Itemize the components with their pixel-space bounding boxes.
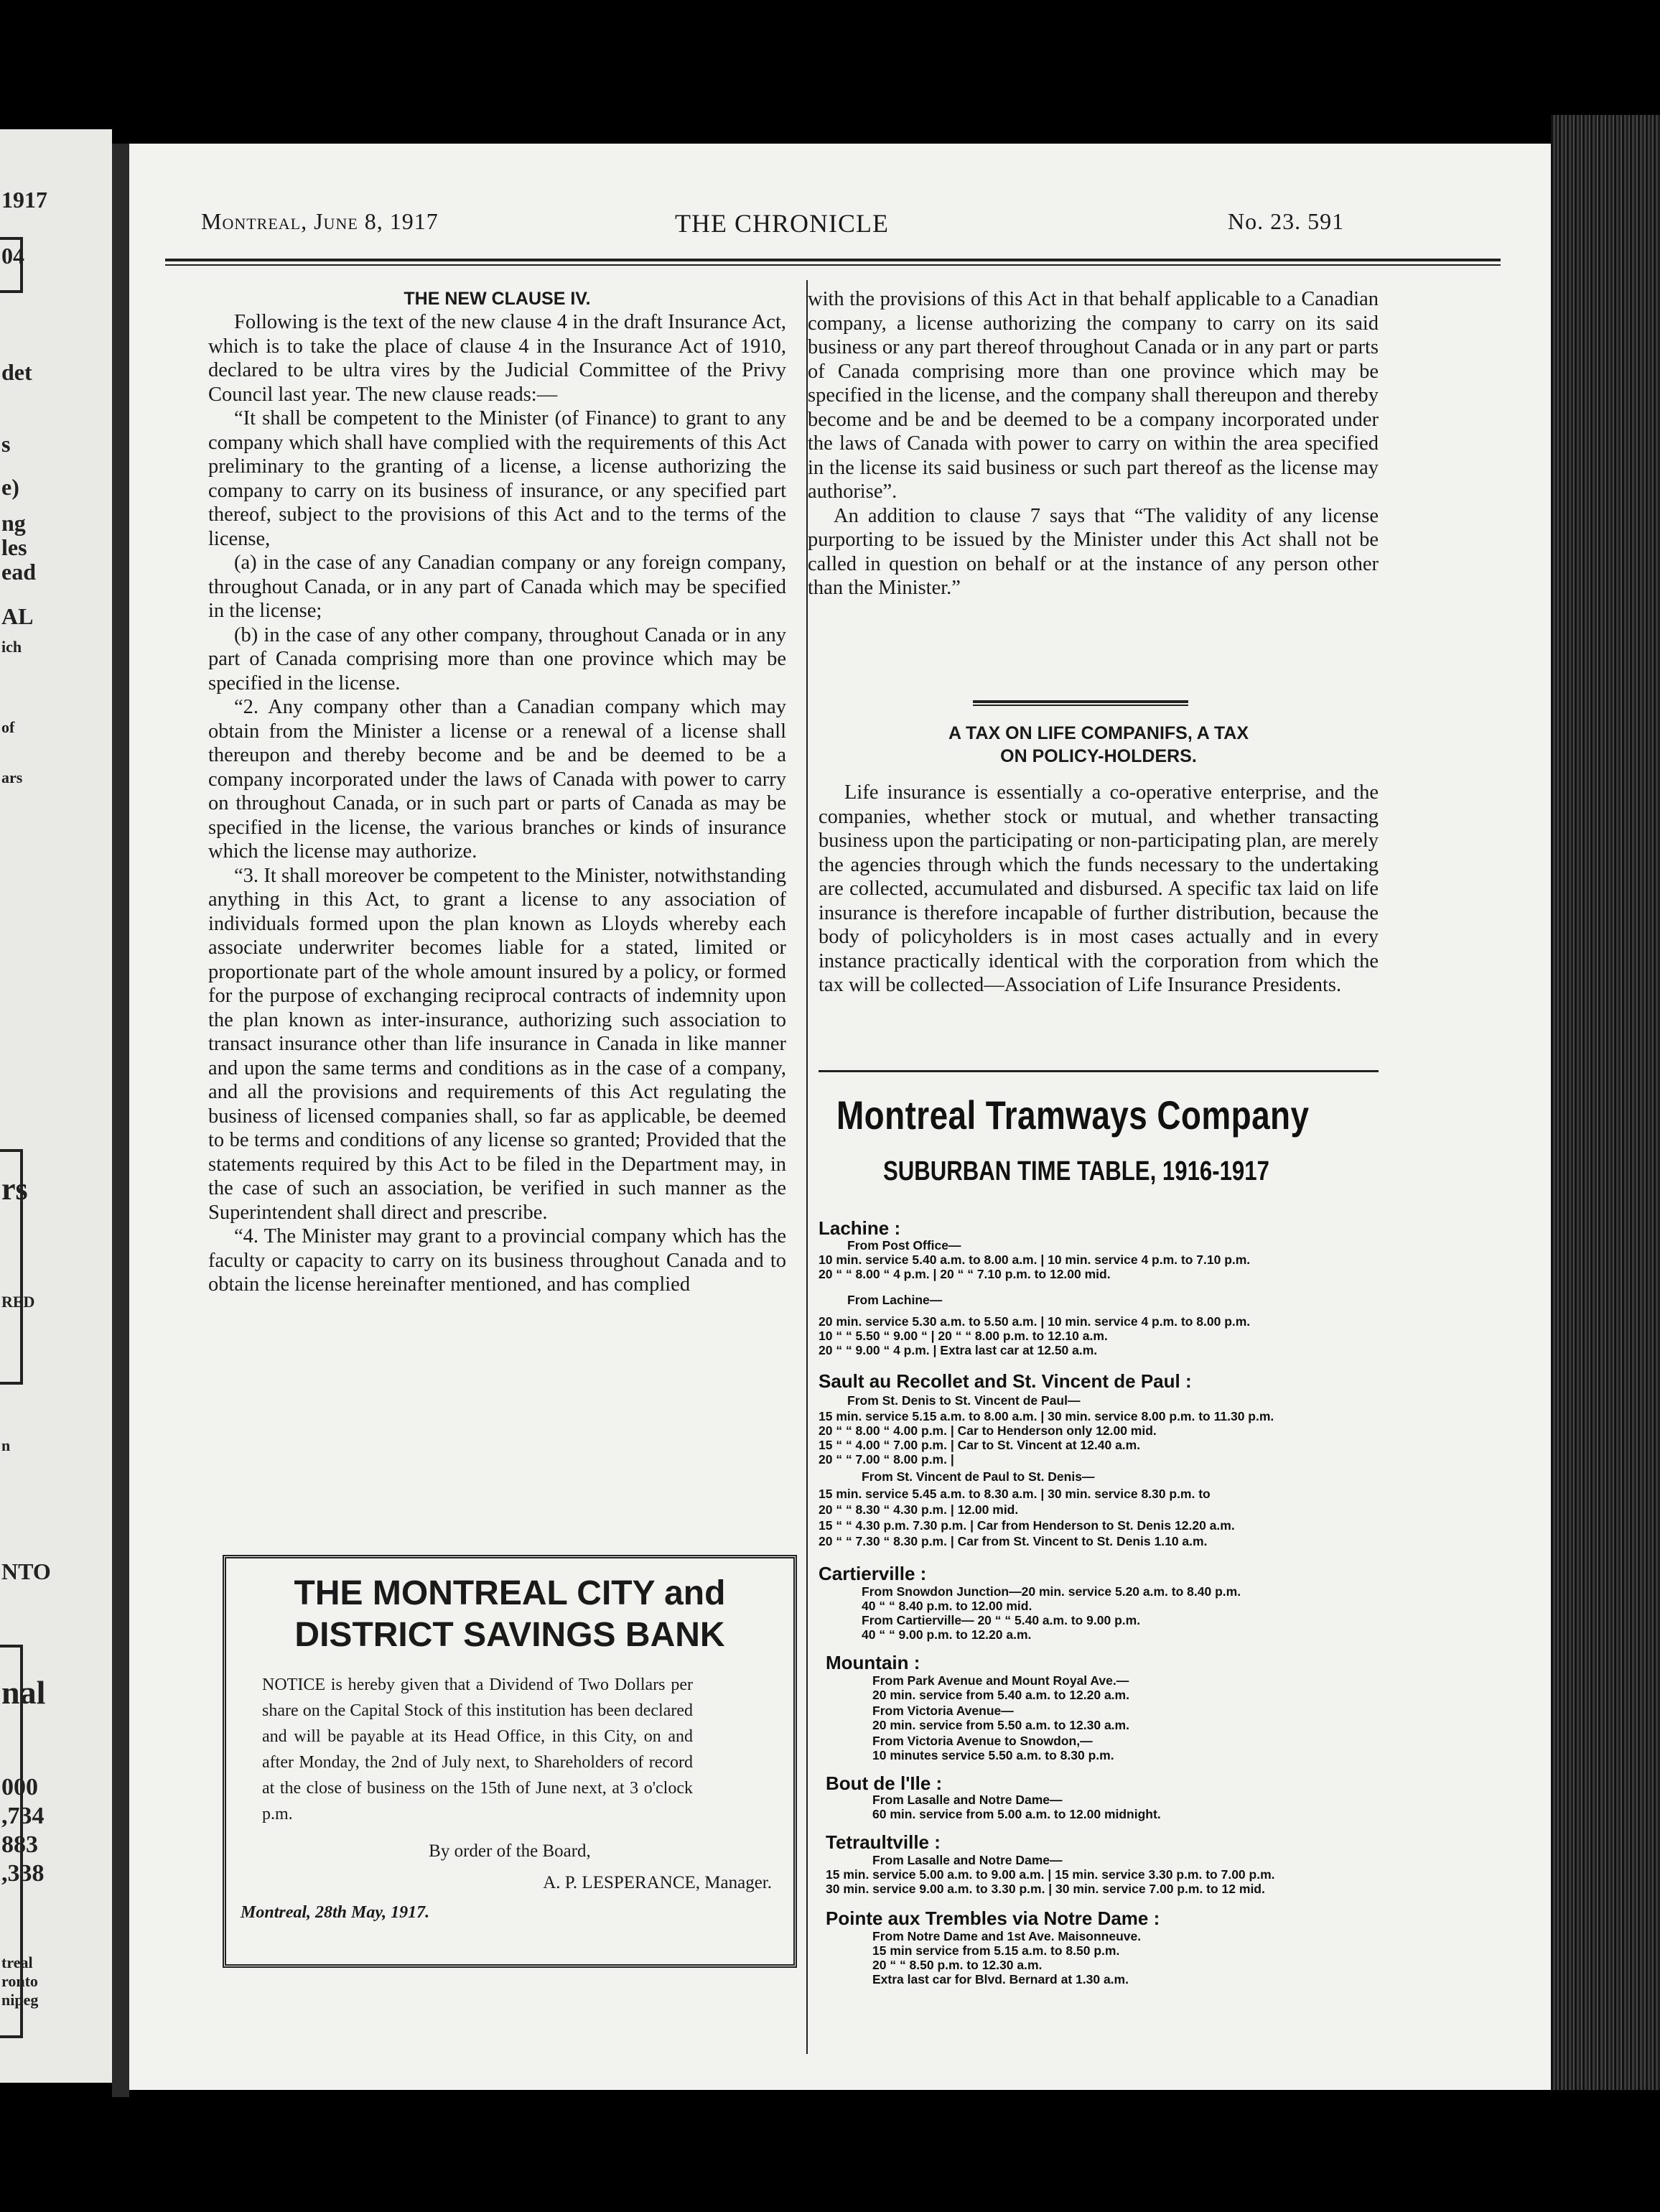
header-rule bbox=[165, 264, 1501, 266]
article-paragraph: Life insurance is essentially a co-operative enterprise, and the companies, whether stock or mutual, and whether transacting business upon the participating or non-participating plan, are merely the agencies through which the funds necessary to the undertaking are collected, accumulated and disbursed. A specific tax laid on life insurance is therefore incapable of further distribution, because the body of policyholders is in most cases actually and in every instance practically identical with the corporation from which the tax will be collected—Association of Life Insurance Presidents. bbox=[819, 781, 1379, 996]
left-fragment: ars bbox=[1, 768, 23, 786]
left-fragment: 04 bbox=[1, 243, 24, 269]
left-fragment: s bbox=[1, 431, 11, 457]
left-facing-page bbox=[0, 129, 112, 2083]
timetable-subtitle: SUBURBAN TIME TABLE, 1916-1917 bbox=[883, 1156, 1269, 1186]
timetable-section: Sault au Recollet and St. Vincent de Paul : bbox=[819, 1370, 1192, 1392]
section-rule bbox=[819, 1070, 1379, 1072]
left-fragment: 000 bbox=[1, 1774, 38, 1800]
page-edges bbox=[1551, 115, 1660, 2090]
article-paragraph: Following is the text of the new clause 4 in the draft Insurance Act, which is to take the place of clause 4 in the Insurance Act of 1910, declared to be ultra vires by the Judicial Committee of the Privy Council last year. The new clause reads:— bbox=[208, 311, 786, 406]
timetable-section: Cartierville : bbox=[819, 1563, 927, 1584]
timetable-line: 15 “ “ 4.00 “ 7.00 p.m. | Car to St. Vincent at 12.40 a.m. bbox=[819, 1438, 1141, 1452]
left-fragment: n bbox=[1, 1436, 11, 1454]
timetable-line: From Notre Dame and 1st Ave. Maisonneuve. bbox=[872, 1929, 1142, 1943]
timetable-line: 15 min. service 5.45 a.m. to 8.30 a.m. | 30 min. service 8.30 p.m. to bbox=[819, 1487, 1211, 1501]
article-paragraph: with the provisions of this Act in that behalf applicable to a Canadian company, a license authorizing the company to carry on its said business or any part thereof throughout Canada or in any part or parts of Canada comprising more than one province which may be specified in the license, and the company shall thereupon and thereby become and be and be deemed to be a company incorporated under the laws of Canada with power to carry on within the area specified in the license its said business or such part thereof as the license may authorise”. bbox=[808, 288, 1379, 503]
timetable-line: From St. Vincent de Paul to St. Denis— bbox=[862, 1469, 1095, 1484]
section-rule bbox=[973, 700, 1188, 703]
left-fragment: rs bbox=[1, 1171, 28, 1207]
article-title: THE NEW CLAUSE IV. bbox=[404, 289, 591, 309]
ad-title bbox=[226, 1573, 793, 1656]
left-fragment: e) bbox=[1, 474, 19, 500]
timetable-line: From Victoria Avenue to Snowdon,— bbox=[872, 1734, 1093, 1748]
book-gutter bbox=[112, 144, 129, 2097]
timetable-line: 20 “ “ 9.00 “ 4 p.m. | Extra last car at 12.50 a.m. bbox=[819, 1343, 1098, 1357]
header-place-date: Montreal, June 8, 1917 bbox=[201, 208, 439, 234]
timetable-line: 40 “ “ 8.40 p.m. to 12.00 mid. bbox=[862, 1599, 1032, 1613]
left-fragment: nal bbox=[1, 1674, 46, 1711]
timetable-section: Mountain : bbox=[826, 1652, 920, 1673]
timetable-line: From Post Office— bbox=[847, 1238, 961, 1253]
article-paragraph: “4. The Minister may grant to a provincial company which has the faculty or capacity to carry on its business throughout Canada and to obtain the license hereinafter mentioned, and has complied bbox=[208, 1225, 786, 1296]
newspaper-page bbox=[129, 144, 1551, 2090]
article-new-clause bbox=[208, 287, 786, 1297]
timetable-line: From Lachine— bbox=[847, 1293, 943, 1307]
timetable-line: 10 “ “ 5.50 “ 9.00 “ | 20 “ “ 8.00 p.m. to 12.10 a.m. bbox=[819, 1329, 1108, 1343]
ad-signature: A. P. LESPERANCE, Manager. bbox=[543, 1873, 772, 1892]
ad-title-line: THE MONTREAL CITY and bbox=[294, 1574, 726, 1612]
timetable-line: From Victoria Avenue— bbox=[872, 1704, 1014, 1718]
article-paragraph: (a) in the case of any Canadian company or any foreign company, throughout Canada, or in any part of Canada which may be specified in the license; bbox=[208, 552, 786, 622]
left-fragment: ead bbox=[1, 559, 36, 585]
ad-date: Montreal, 28th May, 1917. bbox=[241, 1903, 430, 1922]
timetable-section: Lachine : bbox=[819, 1217, 901, 1239]
left-fragment: ich bbox=[1, 638, 22, 656]
bank-notice-ad bbox=[223, 1555, 797, 1968]
timetable-section: Tetraultville : bbox=[826, 1831, 941, 1853]
left-fragment: 1917 bbox=[1, 187, 47, 213]
timetable-line: 20 min. service 5.30 a.m. to 5.50 a.m. | 10 min. service 4 p.m. to 8.00 p.m. bbox=[819, 1314, 1251, 1329]
left-fragment: les bbox=[1, 534, 27, 560]
article-title: A TAX ON LIFE COMPANIFS, A TAX bbox=[948, 723, 1249, 743]
timetable-line: From Park Avenue and Mount Royal Ave.— bbox=[872, 1673, 1129, 1688]
timetable-line: 20 “ “ 8.00 “ 4.00 p.m. | Car to Henderson only 12.00 mid. bbox=[819, 1423, 1157, 1438]
timetable-line: 15 min. service 5.00 a.m. to 9.00 a.m. | 15 min. service 3.30 p.m. to 7.00 p.m. bbox=[826, 1867, 1275, 1882]
article-title: ON POLICY-HOLDERS. bbox=[1000, 746, 1197, 766]
left-fragment: ,734 bbox=[1, 1803, 45, 1829]
timetable-line: 15 min service from 5.15 a.m. to 8.50 p.m. bbox=[872, 1943, 1120, 1958]
timetable-line: 10 minutes service 5.50 a.m. to 8.30 p.m. bbox=[872, 1748, 1114, 1762]
left-fragment: NTO bbox=[1, 1558, 51, 1584]
timetable-line: 20 “ “ 7.00 “ 8.00 p.m. | bbox=[819, 1452, 954, 1467]
ad-order: By order of the Board, bbox=[429, 1841, 591, 1861]
header-publication: THE CHRONICLE bbox=[675, 209, 889, 238]
timetable-line: 10 min. service 5.40 a.m. to 8.00 a.m. | 10 min. service 4 p.m. to 7.10 p.m. bbox=[819, 1253, 1251, 1267]
timetable-section: Pointe aux Trembles via Notre Dame : bbox=[826, 1907, 1160, 1929]
timetable-line: From Snowdon Junction—20 min. service 5.20 a.m. to 8.40 p.m. bbox=[862, 1584, 1241, 1599]
timetable-line: 40 “ “ 9.00 p.m. to 12.20 a.m. bbox=[862, 1627, 1032, 1642]
timetable-line: 20 min. service from 5.40 a.m. to 12.20 a.m. bbox=[872, 1688, 1129, 1702]
article-paragraph: “3. It shall moreover be competent to the Minister, notwithstanding anything in this Act, to grant a license to any association of individuals formed upon the plan known as Lloyds whereby each associate underwriter becomes liable for a stated, limited or proportionate part of the whole amount insured by a policy, or formed for the purpose of exchanging reciprocal contracts of indemnity upon the plan known as inter-insurance, authorizing such association to transact insurance other than life insurance in Canada in like manner and upon the same terms and conditions as in the case of a company, and all the provisions and requirements of this Act regulating the business of licensed companies shall, so far as applicable, be deemed to be terms and conditions of any license so granted; Provided that the statements required by this Act to be filed in the Department may, in the case of such an association, be verified in such manner as the Superintendent shall direct and prescribe. bbox=[208, 864, 786, 1224]
timetable-line: 20 “ “ 8.50 p.m. to 12.30 a.m. bbox=[872, 1958, 1043, 1972]
left-fragment: ,338 bbox=[1, 1860, 45, 1887]
article-paragraph: “It shall be competent to the Minister (of Finance) to grant to any company which shall have complied with the requirements of this Act preliminary to the granting of a license, a license authorizing the company to carry on its business of insurance, or any specified part thereof, subject to the provisions of this Act and to the terms of the license, bbox=[208, 407, 786, 550]
header-issue-page: No. 23. 591 bbox=[1228, 208, 1345, 234]
left-fragment: ronto bbox=[1, 1972, 38, 1990]
timetable-line: 15 min. service 5.15 a.m. to 8.00 a.m. | 30 min. service 8.00 p.m. to 11.30 p.m. bbox=[819, 1409, 1274, 1423]
left-fragment: AL bbox=[1, 603, 34, 629]
article-tax bbox=[819, 722, 1379, 998]
article-continuation bbox=[808, 287, 1379, 600]
article-paragraph: “2. Any company other than a Canadian company which may obtain from the Minister a license or a renewal of a license shall thereupon and thereby become and be and be deemed to be a company incorporated under the laws of Canada with power to carry on throughout Canada, or in such part or parts of Canada as may be specified in the license, the various branches or kinds of insurance which the license may authorize. bbox=[208, 696, 786, 863]
left-fragment: ng bbox=[1, 510, 26, 536]
left-fragment: nipeg bbox=[1, 1991, 39, 2009]
left-fragment: treal bbox=[1, 1953, 33, 1971]
timetable-section: Bout de l'Ile : bbox=[826, 1772, 943, 1794]
timetable-line: 20 “ “ 7.30 “ 8.30 p.m. | Car from St. Vincent to St. Denis 1.10 a.m. bbox=[819, 1534, 1208, 1548]
timetable-title: Montreal Tramways Company bbox=[836, 1092, 1310, 1138]
timetable-line: 20 min. service from 5.50 a.m. to 12.30 a.m. bbox=[872, 1718, 1129, 1732]
section-rule bbox=[973, 705, 1188, 706]
timetable-line: From Cartierville— 20 “ “ 5.40 a.m. to 9.00 p.m. bbox=[862, 1613, 1141, 1627]
timetable-line: 20 “ “ 8.00 “ 4 p.m. | 20 “ “ 7.10 p.m. to 12.00 mid. bbox=[819, 1267, 1111, 1281]
header-rule bbox=[165, 259, 1501, 261]
timetable-line: From Lasalle and Notre Dame— bbox=[872, 1853, 1063, 1867]
timetable-line: 15 “ “ 4.30 p.m. 7.30 p.m. | Car from Henderson to St. Denis 12.20 a.m. bbox=[819, 1518, 1235, 1533]
left-fragment: 883 bbox=[1, 1831, 38, 1858]
ad-notice: NOTICE is hereby given that a Dividend of Two Dollars per share on the Capital Stock of this institution has been declared and will be payable at its Head Office, in this City, on and after Monday, the 2nd of July next, to Shareholders of record at the close of business on the 15th of June next, at 3 o'clock p.m. bbox=[262, 1676, 693, 1823]
timetable-line: 60 min. service from 5.00 a.m. to 12.00 midnight. bbox=[872, 1807, 1161, 1821]
timetable-line: From St. Denis to St. Vincent de Paul— bbox=[847, 1393, 1081, 1408]
timetable-line: 20 “ “ 8.30 “ 4.30 p.m. | 12.00 mid. bbox=[819, 1502, 1019, 1517]
timetable-line: 30 min. service 9.00 a.m. to 3.30 p.m. | 30 min. service 7.00 p.m. to 12 mid. bbox=[826, 1882, 1265, 1896]
article-paragraph: An addition to clause 7 says that “The validity of any license purporting to be issued by the Minister under this Act shall not be called in question on behalf or at the instance of any person other than the Minister.” bbox=[808, 504, 1379, 599]
left-fragment: det bbox=[1, 359, 32, 385]
timetable-line: From Lasalle and Notre Dame— bbox=[872, 1793, 1063, 1807]
timetable-line: Extra last car for Blvd. Bernard at 1.30 a.m. bbox=[872, 1972, 1129, 1986]
ad-title-line: DISTRICT SAVINGS BANK bbox=[294, 1616, 725, 1654]
article-paragraph: (b) in the case of any other company, throughout Canada or in any part of Canada comprising more than one province which may be specified in the license. bbox=[208, 623, 786, 694]
left-fragment: of bbox=[1, 718, 15, 736]
left-fragment: RED bbox=[1, 1293, 35, 1311]
